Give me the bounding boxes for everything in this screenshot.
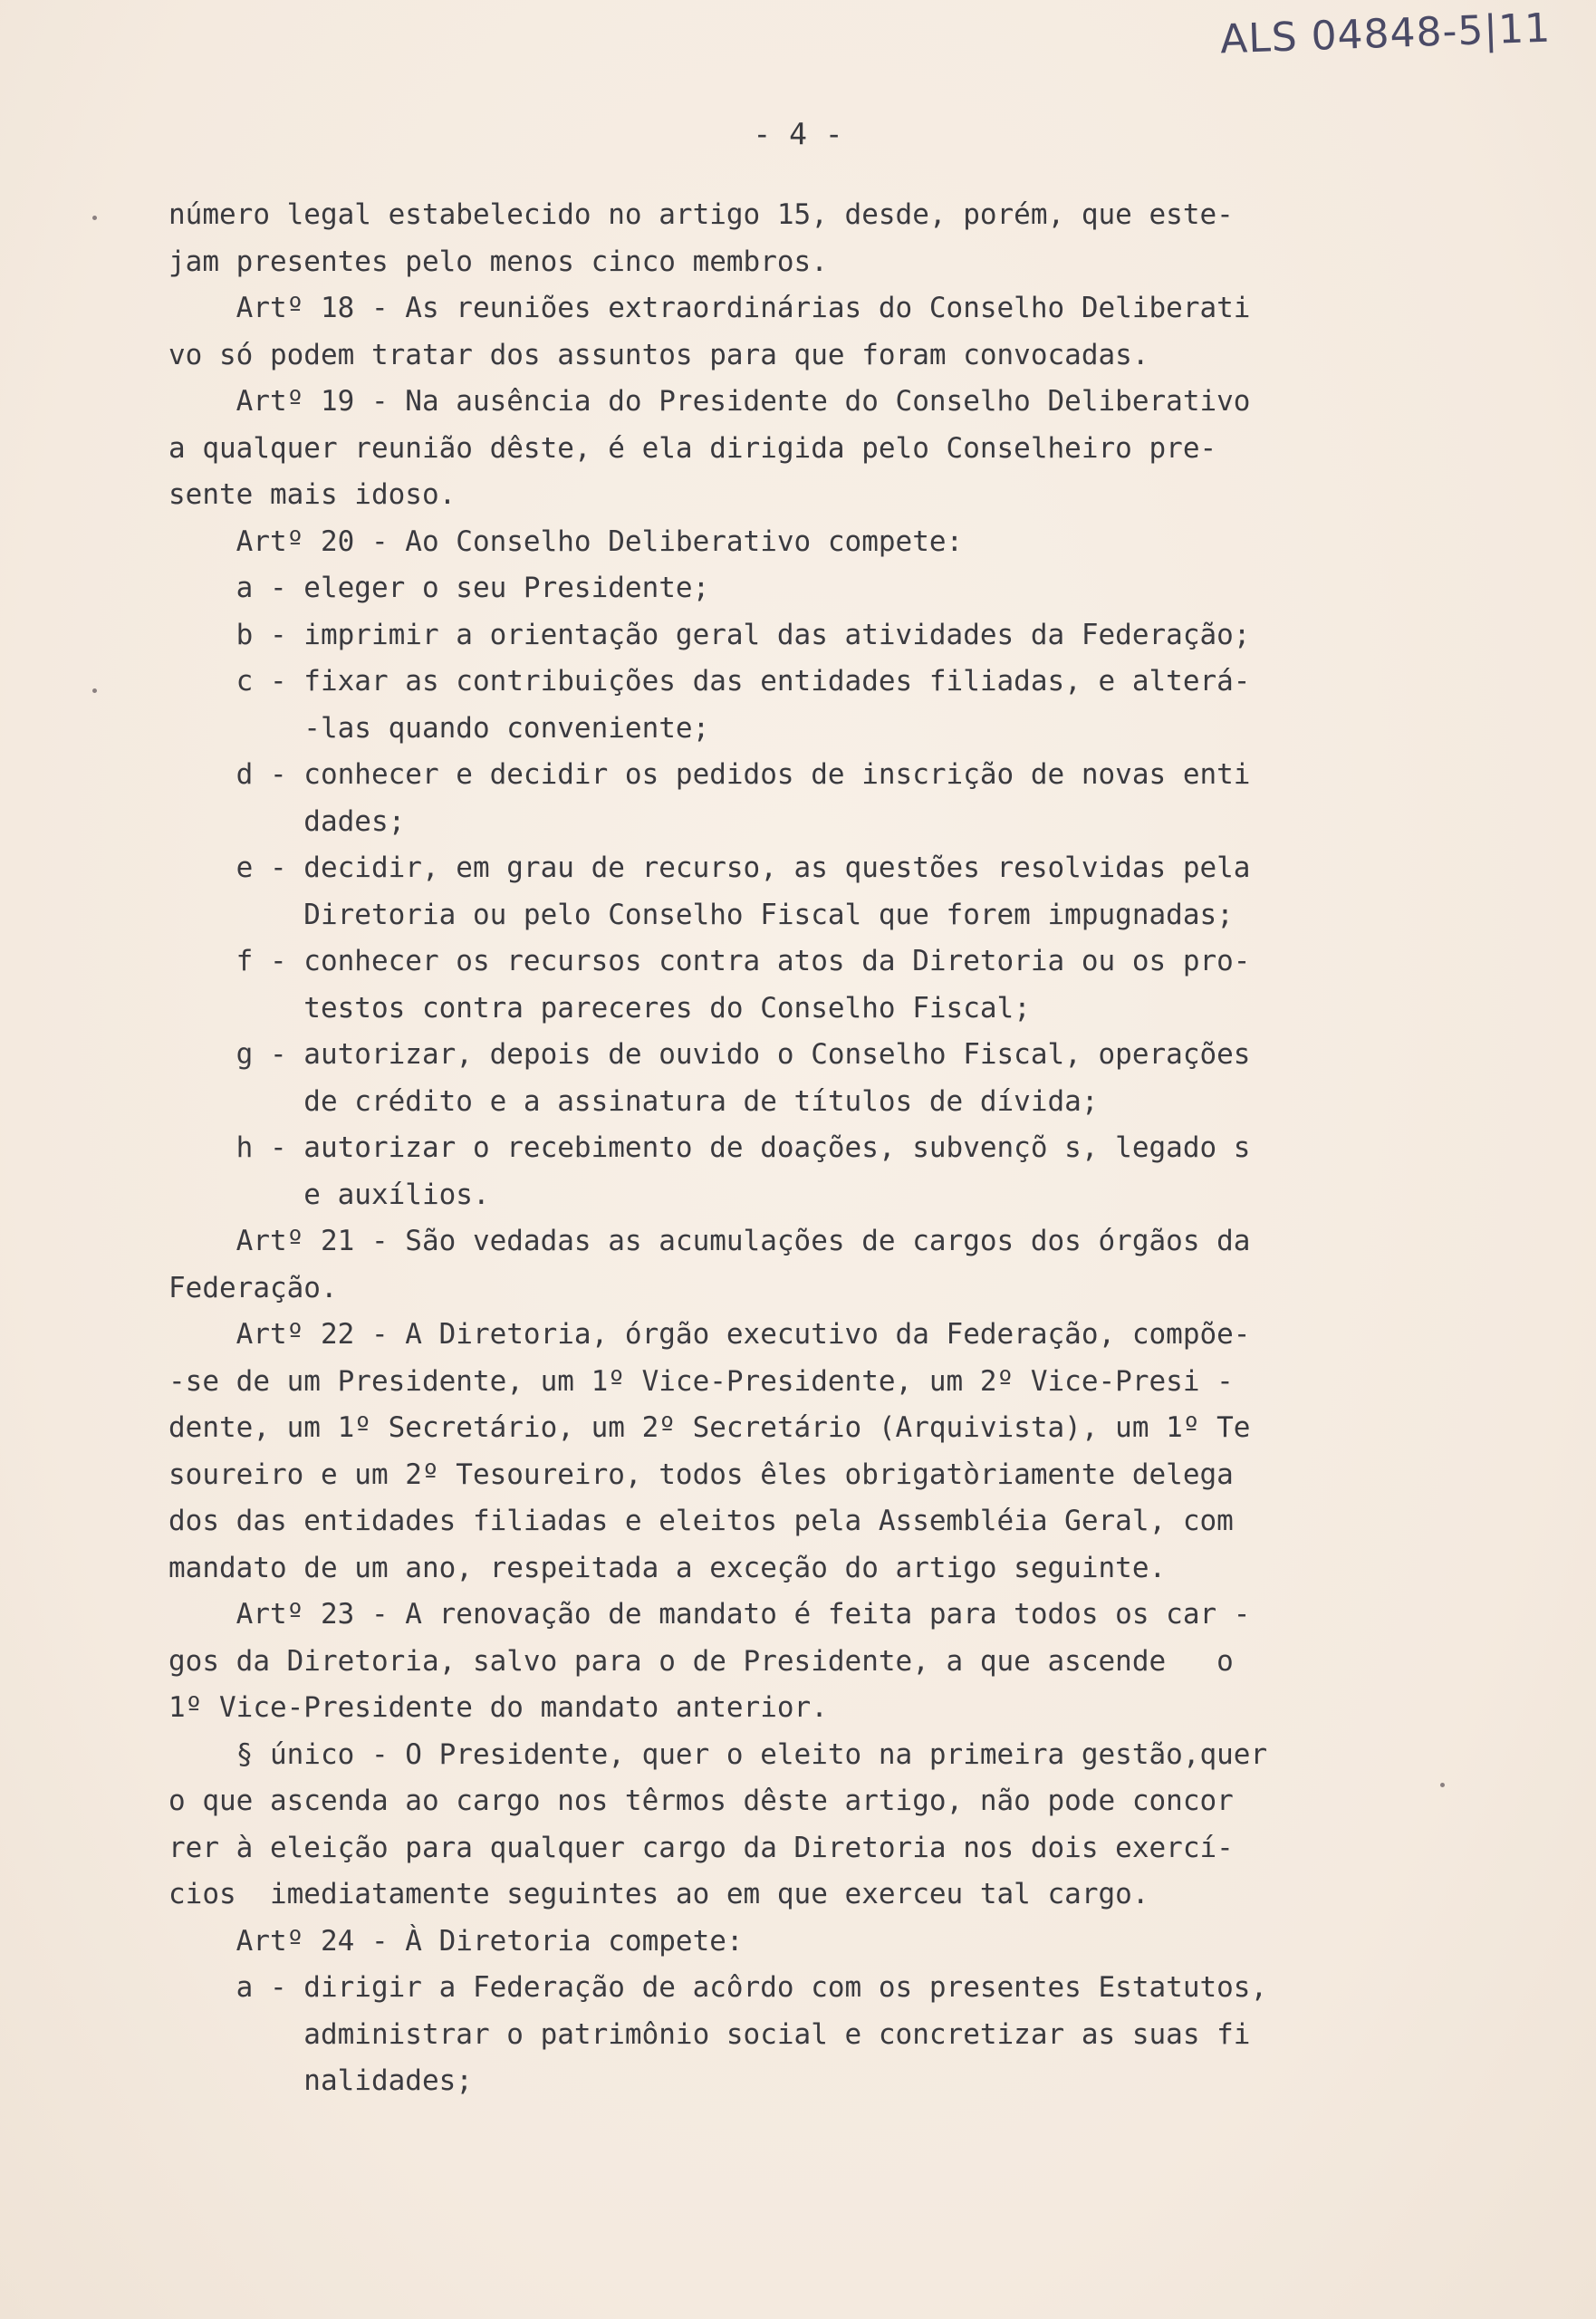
margin-mark bbox=[1440, 1783, 1445, 1787]
text-line: § único - O Presidente, quer o eleito na primeira gestão,quer bbox=[168, 1737, 1268, 1771]
text-line: testos contra pareceres do Conselho Fiscal; bbox=[168, 991, 1031, 1025]
text-line: d - conhecer e decidir os pedidos de inscrição de novas enti bbox=[168, 758, 1251, 791]
text-line: Artº 20 - Ao Conselho Deliberativo compete: bbox=[168, 524, 964, 558]
text-line: e auxílios. bbox=[168, 1178, 490, 1211]
page-number: - 4 - bbox=[753, 116, 843, 151]
text-line: cios imediatamente seguintes ao em que exerceu tal cargo. bbox=[168, 1878, 1149, 1910]
text-line: gos da Diretoria, salvo para o de Presidente, a que ascende o bbox=[168, 1644, 1234, 1678]
text-line: Artº 19 - Na ausência do Presidente do Conselho Deliberativo bbox=[168, 385, 1251, 418]
text-line: Artº 21 - São vedadas as acumulações de cargos dos órgãos da bbox=[168, 1225, 1251, 1257]
text-line: a - dirigir a Federação de acôrdo com os presentes Estatutos, bbox=[168, 1971, 1268, 2004]
text-line: 1º Vice-Presidente do mandato anterior. bbox=[168, 1691, 828, 1724]
archive-id-annotation: ALS 04848-5|11 bbox=[1219, 5, 1552, 63]
text-line: b - imprimir a orientação geral das atividades da Federação; bbox=[168, 618, 1251, 651]
text-line: c - fixar as contribuições das entidades filiadas, e alterá- bbox=[168, 665, 1251, 698]
text-line: a qualquer reunião dêste, é ela dirigida pelo Conselheiro pre- bbox=[168, 431, 1217, 465]
text-line: nalidades; bbox=[168, 2064, 473, 2097]
text-line: mandato de um ano, respeitada a exceção do artigo seguinte. bbox=[168, 1551, 1167, 1584]
text-line: Artº 24 - À Diretoria compete: bbox=[168, 1924, 744, 1958]
text-line: soureiro e um 2º Tesoureiro, todos êles obrigatòriamente delega bbox=[168, 1458, 1234, 1491]
text-line: Federação. bbox=[168, 1271, 338, 1304]
text-line: sente mais idoso. bbox=[168, 478, 457, 511]
text-line: dente, um 1º Secretário, um 2º Secretário (Arquivista), um 1º Te bbox=[168, 1411, 1251, 1444]
text-line: -se de um Presidente, um 1º Vice-Presidente, um 2º Vice-Presi - bbox=[168, 1364, 1234, 1398]
text-line: e - decidir, em grau de recurso, as questões resolvidas pela bbox=[168, 852, 1251, 884]
text-line: dades; bbox=[168, 804, 406, 838]
text-line: administrar o patrimônio social e concretizar as suas fi bbox=[168, 2017, 1251, 2051]
text-line: f - conhecer os recursos contra atos da Diretoria ou os pro- bbox=[168, 945, 1251, 977]
text-line: h - autorizar o recebimento de doações, subvençõ s, legado s bbox=[168, 1131, 1251, 1164]
text-line: Artº 23 - A renovação de mandato é feita para todos os car - bbox=[168, 1598, 1251, 1631]
text-line: de crédito e a assinatura de títulos de dívida; bbox=[168, 1084, 1099, 1118]
text-line: o que ascenda ao cargo nos têrmos dêste artigo, não pode concor bbox=[168, 1785, 1234, 1817]
text-line: a - eleger o seu Presidente; bbox=[168, 572, 710, 604]
margin-mark bbox=[92, 216, 97, 220]
text-line: Diretoria ou pelo Conselho Fiscal que forem impugnadas; bbox=[168, 898, 1234, 931]
document-body bbox=[168, 192, 1382, 2105]
text-line: g - autorizar, depois de ouvido o Conselho Fiscal, operações bbox=[168, 1038, 1251, 1071]
text-line: jam presentes pelo menos cinco membros. bbox=[168, 245, 828, 278]
text-line: vo só podem tratar dos assuntos para que foram convocadas. bbox=[168, 338, 1149, 371]
text-line: -las quando conveniente; bbox=[168, 711, 710, 745]
text-line: rer à eleição para qualquer cargo da Diretoria nos dois exercí- bbox=[168, 1831, 1234, 1864]
margin-mark bbox=[92, 688, 97, 693]
text-line: Artº 22 - A Diretoria, órgão executivo da Federação, compõe- bbox=[168, 1318, 1251, 1351]
text-line: Artº 18 - As reuniões extraordinárias do Conselho Deliberati bbox=[168, 292, 1251, 324]
text-line: dos das entidades filiadas e eleitos pela Assembléia Geral, com bbox=[168, 1505, 1234, 1537]
text-line: número legal estabelecido no artigo 15, desde, porém, que este- bbox=[168, 198, 1234, 231]
